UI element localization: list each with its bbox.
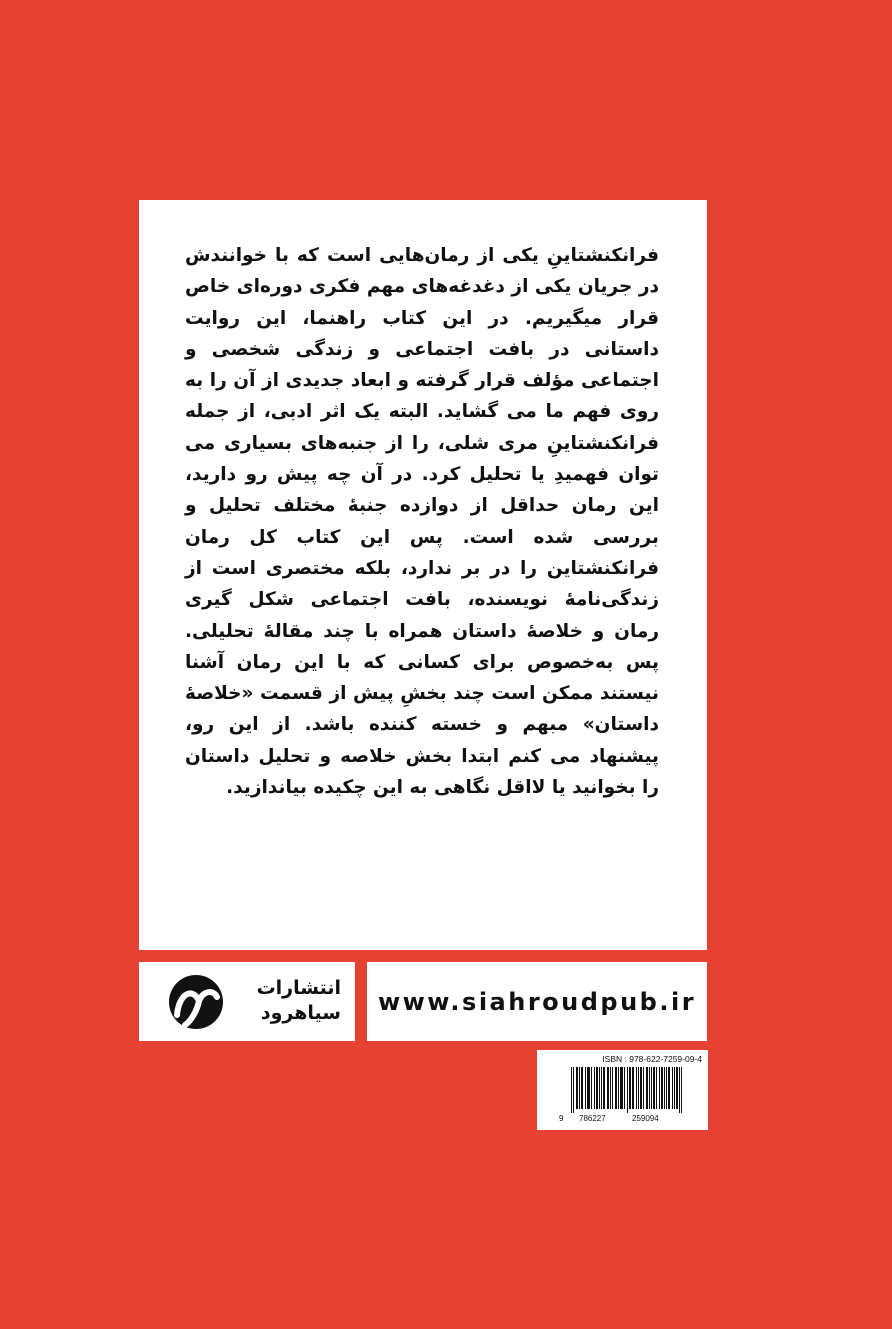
publisher-logo-panel <box>139 962 355 1041</box>
isbn-label: ISBN : 978-622-7259-09-4 <box>602 1054 702 1064</box>
barcode-bar <box>604 1067 605 1109</box>
barcode-bar <box>621 1067 622 1109</box>
blurb-text: فرانکنشتاینِ یکی از رمان‌هایی است که با خوانندش در جریان یکی از دغدغه‌های مهم فکری دوره‌ای خاص قرار میگیریم. در این کتاب راهنما، این روایت داستانی در بافت اجتماعی و زندگی شخصی و اجتماعی مؤلف قرار گرفته و ابعاد جدیدی از آن را به روی فهم ما می گشاید. البته یک اثر ادبی، از جمله فرانکنشتاینِ مری شلی، را از جنبه‌های بسیاری می توان فهمیدِ یا تحلیل کرد. در آن چه پیش رو دارید، این رمان حداقل از دوازده جنبهٔ مختلف تحلیل و بررسی شده است. پس این کتاب کل رمان فرانکنشتاین را در بر ندارد، بلکه مختصری است از زندگی‌نامهٔ نویسنده، بافت اجتماعی شکل گیری رمان و خلاصهٔ داستان همراه با چند مقالهٔ تحلیلی. پس به‌خصوص برای کسانی که با این رمان آشنا نیستند ممکن است چند بخشِ پیش از قسمت «خلاصهٔ داستان» مبهم و خسته کننده باشد. از این رو، پیشنهاد می کنم ابتدا بخش خلاصه و تحلیل داستان را بخوانید یا لااقل نگاهی به این چکیده بیاندازید. <box>185 245 659 799</box>
barcode-bar <box>579 1067 580 1109</box>
barcode-bar <box>646 1067 647 1109</box>
barcode-bar <box>630 1067 631 1109</box>
barcode-bar <box>603 1067 604 1109</box>
publisher-name-line2: سیاهرود <box>260 1002 341 1024</box>
barcode-bar <box>594 1067 595 1109</box>
barcode-bar <box>636 1067 637 1109</box>
barcode-bar <box>633 1067 634 1109</box>
barcode-bar <box>612 1067 613 1109</box>
barcode-bar <box>674 1067 675 1109</box>
barcode-bar <box>681 1067 682 1113</box>
barcode-bar <box>672 1067 673 1109</box>
publisher-name <box>257 976 341 1026</box>
publisher-name-line1: انتشارات <box>256 977 341 999</box>
barcode-bar <box>571 1067 572 1113</box>
barcode-bar <box>610 1067 611 1109</box>
barcode-bar <box>608 1067 609 1109</box>
barcode-bar <box>668 1067 669 1109</box>
barcode-bar <box>624 1067 625 1109</box>
barcode-bar <box>669 1067 670 1109</box>
barcode-bar <box>629 1067 630 1109</box>
blurb-panel <box>139 200 707 950</box>
barcode-image <box>571 1067 683 1113</box>
barcode-bar <box>656 1067 657 1109</box>
barcode-bar <box>643 1067 644 1109</box>
barcode-bar <box>679 1067 680 1113</box>
barcode-bar <box>640 1067 641 1109</box>
barcode-bar <box>588 1067 589 1109</box>
website-url: www.siahroudpub.ir <box>377 988 697 1016</box>
barcode-bar <box>585 1067 586 1109</box>
barcode-bar <box>616 1067 617 1109</box>
barcode-bar <box>632 1067 633 1109</box>
isbn-barcode-panel <box>537 1050 708 1130</box>
barcode-bar <box>638 1067 639 1109</box>
barcode-bar <box>677 1067 678 1109</box>
barcode-bar <box>596 1067 597 1109</box>
barcode-bar <box>659 1067 660 1109</box>
barcode-bar <box>641 1067 642 1109</box>
barcode-bar <box>654 1067 655 1109</box>
barcode-bar <box>662 1067 663 1109</box>
barcode-bar <box>615 1067 616 1109</box>
barcode-bar <box>581 1067 582 1109</box>
barcode-bar <box>627 1067 628 1113</box>
barcode-bar <box>601 1067 602 1109</box>
barcode-bar <box>589 1067 590 1109</box>
barcode-digits-left: 786227 <box>579 1114 606 1123</box>
barcode-bar <box>622 1067 623 1109</box>
barcode-bar <box>664 1067 665 1109</box>
barcode-bar <box>607 1067 608 1109</box>
website-panel <box>367 962 707 1041</box>
barcode-bar <box>649 1067 650 1109</box>
barcode-bar <box>618 1067 619 1109</box>
barcode-bar <box>620 1067 621 1109</box>
barcode-digit-first: 9 <box>559 1114 564 1123</box>
barcode-bar <box>653 1067 654 1109</box>
barcode-bar <box>576 1067 577 1109</box>
barcode-bar <box>647 1067 648 1109</box>
barcode-bar <box>599 1067 600 1109</box>
barcode-bar <box>587 1067 588 1109</box>
barcode-bar <box>661 1067 662 1109</box>
barcode-bar <box>577 1067 578 1109</box>
barcode-bar <box>676 1067 677 1109</box>
barcode-bar <box>591 1067 592 1109</box>
barcode-bar <box>597 1067 598 1109</box>
barcode-bar <box>582 1067 583 1109</box>
barcode-bar <box>573 1067 574 1113</box>
barcode-bar <box>651 1067 652 1109</box>
publisher-logo-icon <box>169 975 223 1029</box>
barcode-bar <box>666 1067 667 1109</box>
barcode-digits-right: 259094 <box>632 1114 659 1123</box>
